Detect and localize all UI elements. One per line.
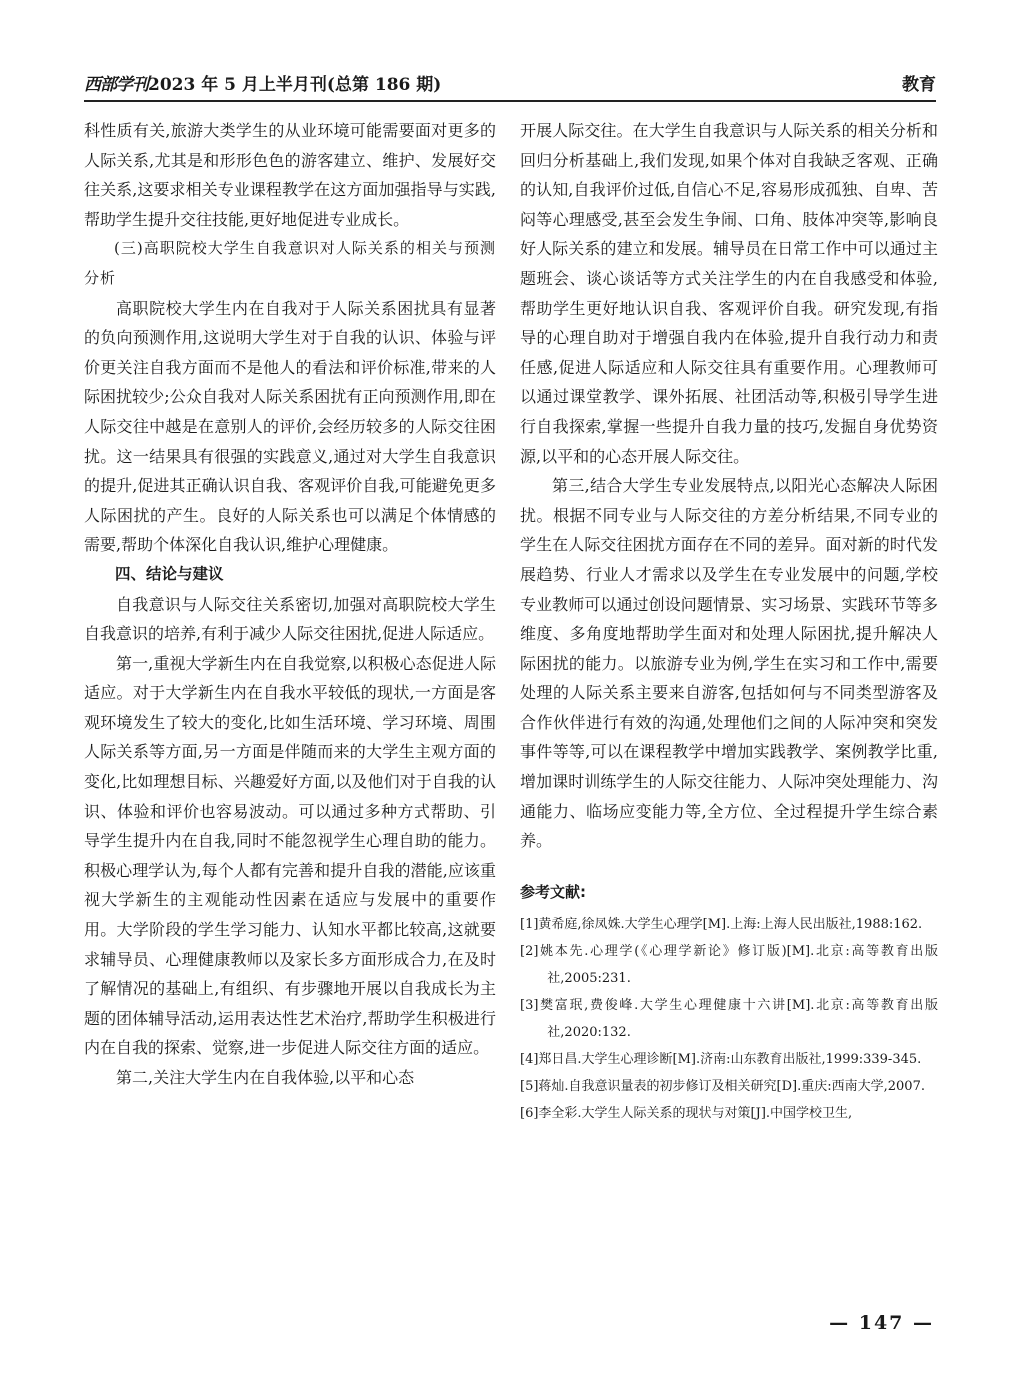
page-header: [84, 64, 936, 102]
references-list: [520, 911, 938, 1127]
section-label: 教育: [902, 75, 936, 95]
section-heading: 四、结论与建议: [115, 564, 224, 583]
left-column: [84, 116, 496, 1093]
reference-item: [2]姚本先.心理学(《心理学新论》修订版)[M].北京:高等教育出版社,2005:231.: [520, 944, 938, 987]
body-paragraph: 科性质有关,旅游大类学生的从业环境可能需要面对更多的人际关系,尤其是和形形色色的游客建立、维护、发展好交往关系,这要求相关专业课程教学在这方面加强指导与实践,帮助学生提升交往技能,更好地促进专业成长。: [84, 121, 496, 229]
journal-masthead: 西部学刊: [84, 75, 148, 95]
reference-item: [1]黄希庭,徐凤姝.大学生心理学[M].上海:上海人民出版社,1988:162.: [520, 917, 923, 933]
body-paragraph: 开展人际交往。在大学生自我意识与人际关系的相关分析和回归分析基础上,我们发现,如果个体对自我缺乏客观、正确的认知,自我评价过低,自信心不足,容易形成孤独、自卑、苦闷等心理感受,甚至会发生争闹、口角、肢体冲突等,影响良好人际关系的建立和发展。辅导员在日常工作中可以通过主题班会、谈心谈话等方式关注学生的内在自我感受和体验,帮助学生更好地认识自我、客观评价自我。研究发现,有指导的心理自助对于增强自我内在体验,提升自我行动力和责任感,促进人际适应和人际交往具有重要作用。心理教师可以通过课堂教学、课外拓展、社团活动等,积极引导学生进行自我探索,掌握一些提升自我力量的技巧,发掘自身优势资源,以平和的心态开展人际交往。: [520, 121, 938, 466]
right-column: [520, 116, 938, 1127]
subsection-heading: (三)高职院校大学生自我意识对人际关系的相关与预测分析: [84, 239, 496, 287]
body-paragraph: 自我意识与人际交往关系密切,加强对高职院校大学生自我意识的培养,有利于减少人际交往困扰,促进人际适应。: [84, 594, 496, 644]
body-paragraph: 第一,重视大学新生内在自我觉察,以积极心态促进人际适应。对于大学新生内在自我水平较低的现状,一方面是客观环境发生了较大的变化,比如生活环境、学习环境、周围人际关系等方面,另一方面是伴随而来的大学生主观方面的变化,比如理想目标、兴趣爱好方面,以及他们对于自我的认识、体验和评价也容易波动。可以通过多种方式帮助、引导学生提升内在自我,同时不能忽视学生心理自助的能力。积极心理学认为,每个人都有完善和提升自我的潜能,应该重视大学新生的主观能动性因素在适应与发展中的重要作用。大学阶段的学生学习能力、认知水平都比较高,这就要求辅导员、心理健康教师以及家长多方面形成合力,在及时了解情况的基础上,有组织、有步骤地开展以自我成长为主题的团体辅导活动,运用表达性艺术治疗,帮助学生积极进行内在自我的探索、觉察,进一步促进人际交往方面的适应。: [84, 653, 496, 1058]
reference-item: [6]李全彩.大学生人际关系的现状与对策[J].中国学校卫生,: [520, 1106, 853, 1122]
references-title: 参考文献:: [520, 882, 586, 901]
body-paragraph: 高职院校大学生内在自我对于人际关系困扰具有显著的负向预测作用,这说明大学生对于自我的认识、体验与评价更关注自我方面而不是他人的看法和评价标准,带来的人际困扰较少;公众自我对人际关系困扰有正向预测作用,即在人际交往中越是在意别人的评价,会经历较多的人际交往困扰。这一结果具有很强的实践意义,通过对大学生自我意识的提升,促进其正确认识自我、客观评价自我,可能避免更多人际困扰的产生。良好的人际关系也可以满足个体情感的需要,帮助个体深化自我认识,维护心理健康。: [84, 298, 496, 555]
page-number: — 147 —: [829, 1312, 934, 1334]
reference-item: [5]蒋灿.自我意识量表的初步修订及相关研究[D].重庆:西南大学,2007.: [520, 1079, 925, 1095]
reference-item: [4]郑日昌.大学生心理诊断[M].济南:山东教育出版社,1999:339-345.: [520, 1052, 922, 1068]
body-paragraph: 第三,结合大学生专业发展特点,以阳光心态解决人际困扰。根据不同专业与人际交往的方差分析结果,不同专业的学生在人际交往困扰方面存在不同的差异。面对新的时代发展趋势、行业人才需求以及学生在专业发展中的问题,学校专业教师可以通过创设问题情景、实习场景、实践环节等多维度、多角度地帮助学生面对和处理人际困扰,提升解决人际困扰的能力。以旅游专业为例,学生在实习和工作中,需要处理的人际关系主要来自游客,包括如何与不同类型游客及合作伙伴进行有效的沟通,处理他们之间的人际冲突和突发事件等等,可以在课程教学中增加实践教学、案例教学比重,增加课时训练学生的人际交往能力、人际冲突处理能力、沟通能力、临场应变能力等,全方位、全过程提升学生综合素养。: [520, 476, 938, 851]
reference-item: [3]樊富珉,费俊峰.大学生心理健康十六讲[M].北京:高等教育出版社,2020:132.: [520, 998, 938, 1041]
header-issue-info: [84, 70, 441, 95]
header-rule: [84, 100, 936, 102]
body-paragraph: 第二,关注大学生内在自我体验,以平和心态: [116, 1068, 415, 1087]
issue-label: 2023 年 5 月上半月刊(总第 186 期): [148, 75, 442, 95]
